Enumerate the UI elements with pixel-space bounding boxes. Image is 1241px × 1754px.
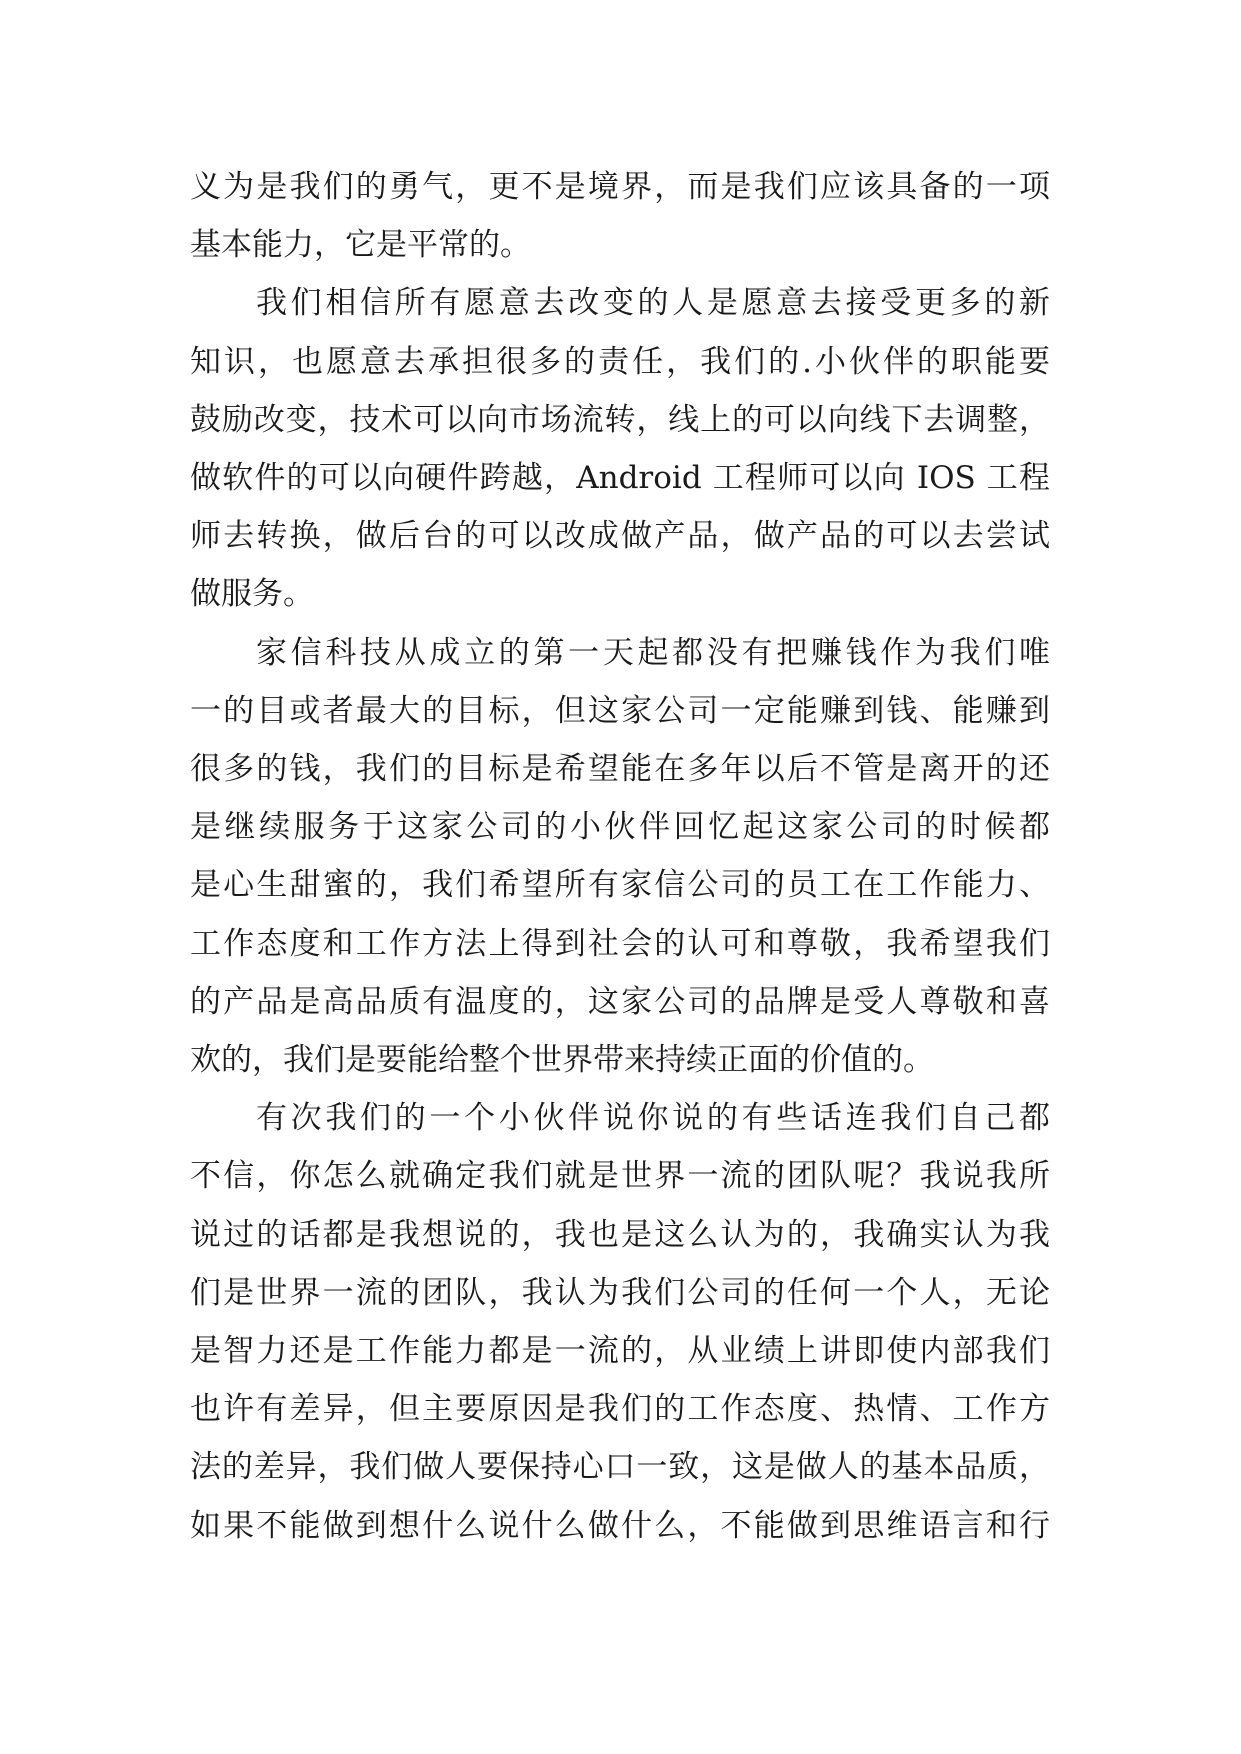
- text-line: 知识，也愿意去承担很多的责任，我们的.小伙伴的职能要: [190, 343, 1050, 380]
- text-line: 我们相信所有愿意去改变的人是愿意去接受更多的新: [256, 285, 1050, 322]
- text-line: 是继续服务于这家公司的小伙伴回忆起这家公司的时候都: [190, 809, 1050, 846]
- text-line: 法的差异，我们做人要保持心口一致，这是做人的基本品质，: [190, 1449, 1050, 1486]
- text-line: 基本能力，它是平常的。: [190, 227, 531, 264]
- text-line: 欢的，我们是要能给整个世界带来持续正面的价值的。: [190, 1042, 934, 1079]
- text-line: 工作态度和工作方法上得到社会的认可和尊敬，我希望我们: [190, 925, 1050, 962]
- text-line: 做软件的可以向硬件跨越，Android 工程师可以向 IOS 工程: [190, 460, 1050, 497]
- text-line: 有次我们的一个小伙伴说你说的有些话连我们自己都: [256, 1100, 1050, 1137]
- text-line: 如果不能做到想什么说什么做什么，不能做到思维语言和行: [190, 1507, 1050, 1544]
- text-line: 一的目或者最大的目标，但这家公司一定能赚到钱、能赚到: [190, 692, 1050, 729]
- text-line: 鼓励改变，技术可以向市场流转，线上的可以向线下去调整，: [190, 401, 1050, 438]
- text-line: 是心生甜蜜的，我们希望所有家信公司的员工在工作能力、: [190, 867, 1050, 904]
- text-line: 师去转换，做后台的可以改成做产品，做产品的可以去尝试: [190, 518, 1050, 555]
- text-line: 的产品是高品质有温度的，这家公司的品牌是受人尊敬和喜: [190, 983, 1050, 1020]
- text-line: 做服务。: [190, 576, 314, 613]
- body-text: [190, 158, 1050, 1555]
- text-line: 也许有差异，但主要原因是我们的工作态度、热情、工作方: [190, 1391, 1050, 1428]
- text-line: 说过的话都是我想说的，我也是这么认为的，我确实认为我: [190, 1216, 1050, 1253]
- text-line: 很多的钱，我们的目标是希望能在多年以后不管是离开的还: [190, 751, 1050, 788]
- text-line: 不信，你怎么就确定我们就是世界一流的团队呢？我说我所: [190, 1158, 1050, 1195]
- text-line: 们是世界一流的团队，我认为我们公司的任何一个人，无论: [190, 1274, 1050, 1311]
- text-line: 家信科技从成立的第一天起都没有把赚钱作为我们唯: [256, 634, 1050, 671]
- text-line: 义为是我们的勇气，更不是境界，而是我们应该具备的一项: [190, 169, 1050, 205]
- text-line: 是智力还是工作能力都是一流的，从业绩上讲即使内部我们: [190, 1333, 1050, 1370]
